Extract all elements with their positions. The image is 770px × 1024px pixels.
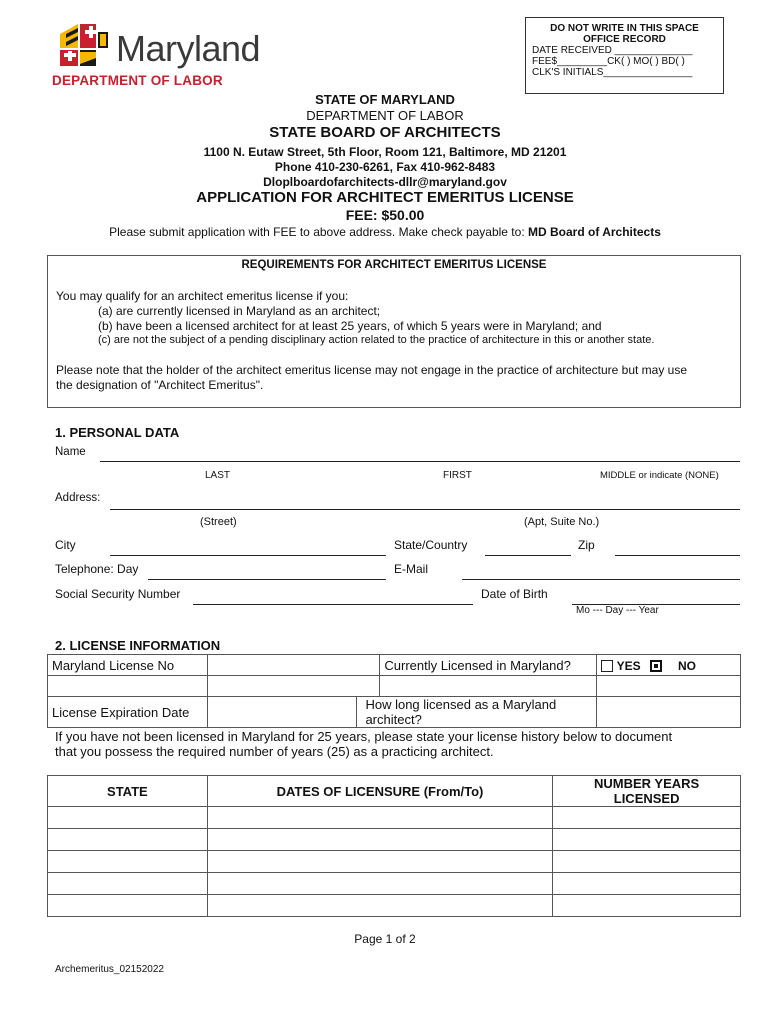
requirement-a: (a) are currently licensed in Maryland as an architect;	[98, 304, 381, 318]
spacer-cell	[380, 676, 597, 697]
zip-label: Zip	[578, 538, 595, 552]
apt-caption: (Apt, Suite No.)	[524, 516, 600, 528]
table-row	[48, 851, 741, 873]
expiration-input[interactable]	[207, 697, 357, 728]
how-long-input[interactable]	[597, 697, 741, 728]
page-number: Page 1 of 2	[354, 932, 416, 946]
table-row	[48, 873, 741, 895]
form-fee: FEE: $50.00	[345, 207, 425, 223]
name-input[interactable]	[100, 461, 740, 462]
header-dept: DEPARTMENT OF LABOR	[306, 108, 464, 123]
dates-cell[interactable]	[207, 807, 552, 829]
years-cell[interactable]	[553, 873, 741, 895]
date-received-field: DATE RECEIVED ______________	[532, 45, 693, 56]
years-cell[interactable]	[553, 807, 741, 829]
state-cell[interactable]	[48, 829, 208, 851]
telephone-input[interactable]	[148, 579, 386, 580]
address-label: Address:	[55, 492, 101, 504]
office-box-subtitle: OFFICE RECORD	[583, 34, 666, 45]
city-label: City	[55, 538, 76, 552]
col-years-line2: LICENSED	[613, 791, 680, 806]
state-country-input[interactable]	[485, 555, 571, 556]
form-title: APPLICATION FOR ARCHITECT EMERITUS LICENSE	[196, 189, 574, 206]
header-email: Dloplboardofarchitects-dllr@maryland.gov	[263, 175, 507, 189]
years-cell[interactable]	[553, 829, 741, 851]
requirements-title: REQUIREMENTS FOR ARCHITECT EMERITUS LICENSE	[241, 259, 547, 271]
fee-field: FEE$_________CK( ) MO( ) BD( )	[532, 56, 685, 67]
submit-instructions	[0, 225, 770, 239]
years-cell[interactable]	[553, 895, 741, 917]
history-intro-2: that you possess the required number of years (25) as a practicing architect.	[55, 744, 494, 759]
submit-text: Please submit application with FEE to above address. Make check payable to:	[109, 225, 528, 239]
header-board: STATE BOARD OF ARCHITECTS	[269, 124, 501, 141]
street-caption: (Street)	[200, 516, 237, 528]
header-address: 1100 N. Eutaw Street, 5th Floor, Room 121, Baltimore, MD 21201	[203, 145, 567, 159]
spacer-cell	[597, 676, 741, 697]
dates-cell[interactable]	[207, 895, 552, 917]
how-long-label: How long licensed as a Maryland architect?	[357, 697, 597, 728]
first-name-caption: FIRST	[443, 470, 472, 481]
zip-input[interactable]	[615, 555, 740, 556]
ssn-input[interactable]	[193, 604, 473, 605]
ssn-label: Social Security Number	[55, 587, 181, 601]
no-label: NO	[677, 658, 696, 673]
table-row	[48, 829, 741, 851]
spacer-cell	[48, 676, 208, 697]
city-input[interactable]	[110, 555, 386, 556]
requirements-intro: You may qualify for an architect emeritus license if you:	[56, 289, 349, 303]
dob-format-caption: Mo --- Day --- Year	[576, 605, 659, 616]
md-license-no-input[interactable]	[207, 655, 380, 676]
md-license-no-label: Maryland License No	[48, 655, 208, 676]
telephone-label: Telephone: Day	[55, 562, 139, 576]
middle-name-caption: MIDDLE or indicate (NONE)	[600, 470, 719, 481]
name-label: Name	[55, 446, 86, 458]
table-row	[48, 807, 741, 829]
yes-checkbox[interactable]	[601, 660, 613, 672]
last-name-caption: LAST	[205, 470, 231, 481]
currently-licensed-label: Currently Licensed in Maryland?	[380, 655, 597, 676]
yes-label: YES	[616, 658, 641, 673]
dob-label: Date of Birth	[481, 587, 548, 601]
email-input[interactable]	[462, 579, 740, 580]
no-checkbox[interactable]	[650, 660, 662, 672]
logo-department: DEPARTMENT OF LABOR	[52, 73, 223, 88]
requirements-note-2: the designation of "Architect Emeritus".	[56, 378, 264, 392]
state-cell[interactable]	[48, 895, 208, 917]
dates-cell[interactable]	[207, 873, 552, 895]
col-years-line1: NUMBER YEARS	[594, 776, 700, 791]
clerk-initials-field: CLK'S INITIALS________________	[532, 67, 693, 78]
state-country-label: State/Country	[394, 538, 468, 552]
form-id: Archemeritus_02152022	[55, 964, 164, 975]
requirement-b: (b) have been a licensed architect for at least 25 years, of which 5 years were in Maryland; and	[98, 319, 602, 333]
header-phone: Phone 410-230-6261, Fax 410-962-8483	[274, 160, 496, 174]
dates-cell[interactable]	[207, 829, 552, 851]
years-cell[interactable]	[553, 851, 741, 873]
state-cell[interactable]	[48, 807, 208, 829]
office-box-title: DO NOT WRITE IN THIS SPACE	[550, 23, 699, 34]
currently-licensed-options	[597, 655, 741, 676]
email-label: E-Mail	[394, 562, 429, 576]
maryland-flag-logo-icon	[52, 22, 114, 68]
personal-data-heading: 1. PERSONAL DATA	[55, 425, 180, 440]
state-cell[interactable]	[48, 851, 208, 873]
requirement-c: (c) are not the subject of a pending disciplinary action related to the practice of architecture in this or another state.	[98, 334, 655, 346]
license-info-table	[47, 654, 741, 728]
requirements-box	[47, 255, 741, 408]
col-state: STATE	[48, 776, 208, 807]
address-input[interactable]	[110, 509, 740, 510]
payable-to: MD Board of Architects	[528, 225, 661, 239]
office-record-box	[525, 17, 724, 94]
dates-cell[interactable]	[207, 851, 552, 873]
state-cell[interactable]	[48, 873, 208, 895]
col-dates: DATES OF LICENSURE (From/To)	[207, 776, 552, 807]
expiration-label: License Expiration Date	[48, 697, 208, 728]
license-history-table	[47, 775, 741, 917]
license-info-heading: 2. LICENSE INFORMATION	[55, 638, 221, 653]
table-row	[48, 895, 741, 917]
requirements-note-1: Please note that the holder of the architect emeritus license may not engage in the practice of architecture but may use	[56, 363, 688, 377]
logo-wordmark: Maryland	[116, 28, 261, 69]
history-intro-1: If you have not been licensed in Maryland for 25 years, please state your license history below to document	[55, 729, 673, 744]
col-years	[553, 776, 741, 807]
spacer-cell	[207, 676, 380, 697]
header-state: STATE OF MARYLAND	[315, 92, 455, 107]
